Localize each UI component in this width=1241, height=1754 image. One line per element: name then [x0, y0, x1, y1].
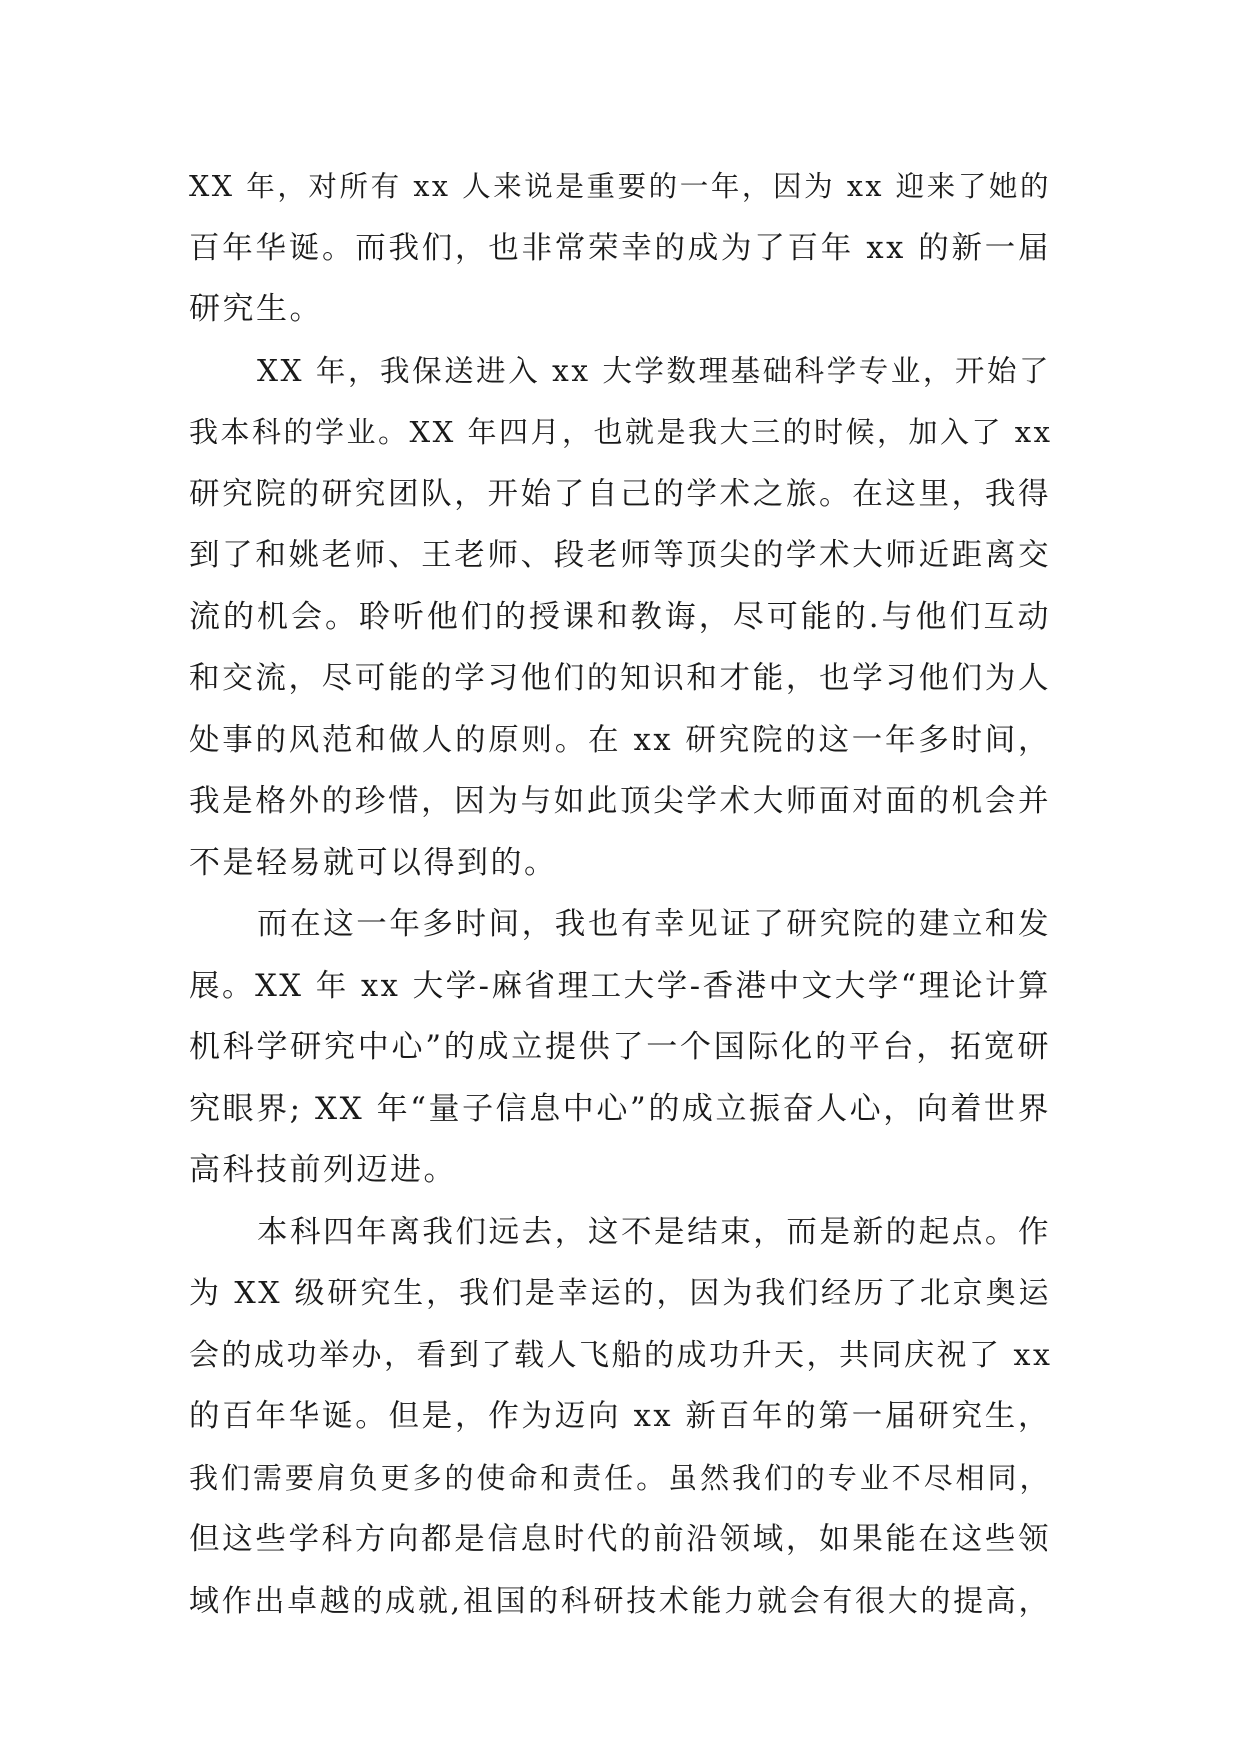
text-line: 和交流，尽可能的学习他们的知识和才能，也学习他们为人 [189, 661, 1051, 696]
text-line: 本科四年离我们远去，这不是结束，而是新的起点。作 [257, 1214, 1051, 1250]
text-line: 而在这一年多时间，我也有幸见证了研究院的建立和发 [257, 907, 1051, 942]
text-line: 百年华诞。而我们，也非常荣幸的成为了百年 xx 的新一届 [189, 230, 1051, 266]
text-line: 处事的风范和做人的原则。在 xx 研究院的这一年多时间， [189, 722, 1051, 758]
paragraph [189, 1202, 1051, 1633]
text-line: 机科学研究中心”的成立提供了一个国际化的平台，拓宽研 [189, 1029, 1051, 1065]
text-line: 研究生。 [189, 291, 323, 327]
text-line: 的百年华诞。但是，作为迈向 xx 新百年的第一届研究生， [189, 1399, 1051, 1434]
text-line: XX 年，我保送进入 xx 大学数理基础科学专业，开始了 [257, 353, 1051, 388]
text-line: XX 年，对所有 xx 人来说是重要的一年，因为 xx 迎来了她的 [189, 170, 1051, 203]
text-line: 我们需要肩负更多的使命和责任。虽然我们的专业不尽相同， [189, 1460, 1051, 1495]
paragraph [189, 156, 1051, 341]
text-line: 会的成功举办，看到了载人飞船的成功升天，共同庆祝了 xx [189, 1337, 1053, 1373]
document-body [189, 156, 1051, 1632]
text-line: 到了和姚老师、王老师、段老师等顶尖的学术大师近距离交 [189, 538, 1051, 573]
paragraph [189, 894, 1051, 1202]
text-line: 我是格外的珍惜，因为与如此顶尖学术大师面对面的机会并 [189, 784, 1051, 819]
text-line: 域作出卓越的成就,祖国的科研技术能力就会有很大的提高， [189, 1583, 1051, 1619]
text-line: 但这些学科方向都是信息时代的前沿领域，如果能在这些领 [189, 1522, 1051, 1557]
text-line: 高科技前列迈进。 [189, 1152, 457, 1188]
text-line: 究眼界; XX 年“量子信息中心”的成立振奋人心，向着世界 [189, 1090, 1051, 1127]
text-line: 流的机会。聆听他们的授课和教诲，尽可能的.与他们互动 [189, 598, 1051, 635]
text-line: 展。XX 年 xx 大学-麻省理工大学-香港中文大学“理论计算 [189, 968, 1051, 1004]
text-line: 不是轻易就可以得到的。 [189, 844, 558, 881]
text-line: 研究院的研究团队，开始了自己的学术之旅。在这里，我得 [189, 476, 1051, 512]
text-line: 我本科的学业。XX 年四月，也就是我大三的时候，加入了 xx [189, 415, 1053, 449]
paragraph [189, 341, 1051, 895]
text-line: 为 XX 级研究生，我们是幸运的，因为我们经历了北京奥运 [189, 1276, 1051, 1311]
